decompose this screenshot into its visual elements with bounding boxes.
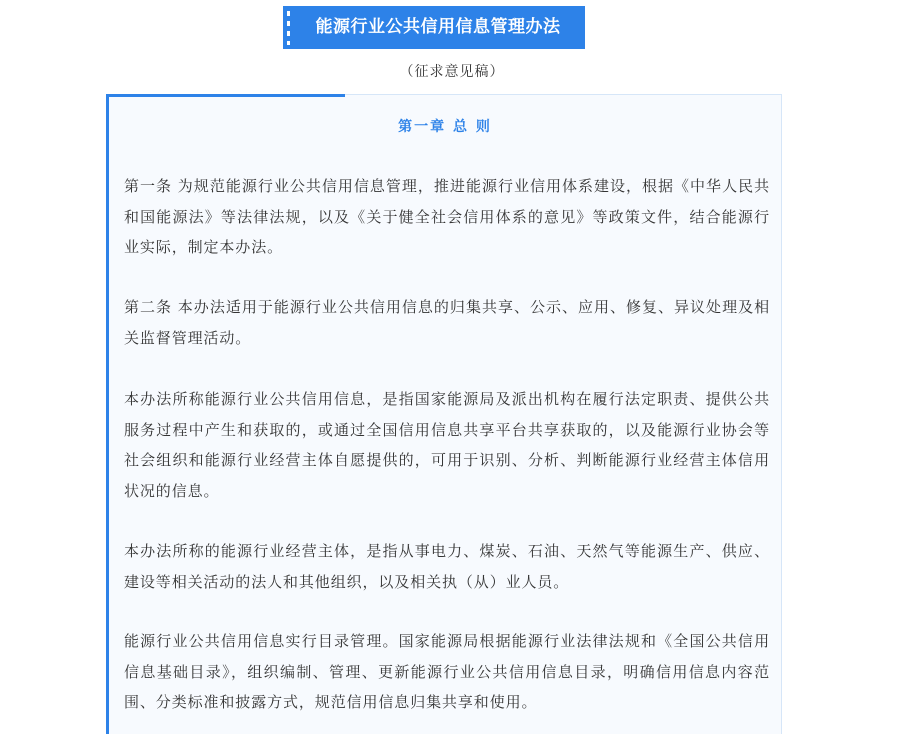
article-paragraph: 第二条 本办法适用于能源行业公共信用信息的归集共享、公示、应用、修复、异议处理及相关监督管理活动。 [124,298,770,347]
article-paragraph: 能源行业公共信用信息实行目录管理。国家能源局根据能源行业法律法规和《全国公共信用信息基础目录》，组织编制、管理、更新能源行业公共信用信息目录，明确信用信息内容范围、分类标准和披露方式，规范信用信息归集共享和使用。 [124,632,770,711]
accent-divider [109,94,345,97]
article-paragraph: 本办法所称能源行业公共信用信息，是指国家能源局及派出机构在履行法定职责、提供公共服务过程中产生和获取的，或通过全国信用信息共享平台共享获取的，以及能源行业协会等社会组织和能源行业经营主体自愿提供的，可用于识别、分析、判断能源行业经营主体信用状况的信息。 [124,390,770,500]
title-banner [283,6,585,49]
article-paragraph: 本办法所称的能源行业经营主体，是指从事电力、煤炭、石油、天然气等能源生产、供应、建设等相关活动的法人和其他组织，以及相关执（从）业人员。 [124,542,770,591]
article-paragraph: 第一条 为规范能源行业公共信用信息管理，推进能源行业信用体系建设，根据《中华人民共和国能源法》等法律法规，以及《关于健全社会信用体系的意见》等政策文件，结合能源行业实际，制定本办法。 [124,177,770,256]
page-title: 能源行业公共信用信息管理办法 [315,17,561,37]
chapter-heading: 第一章 总 则 [398,119,492,135]
page-subtitle: （征求意见稿） [399,64,505,80]
document-body [106,94,782,734]
light-divider [345,94,781,95]
